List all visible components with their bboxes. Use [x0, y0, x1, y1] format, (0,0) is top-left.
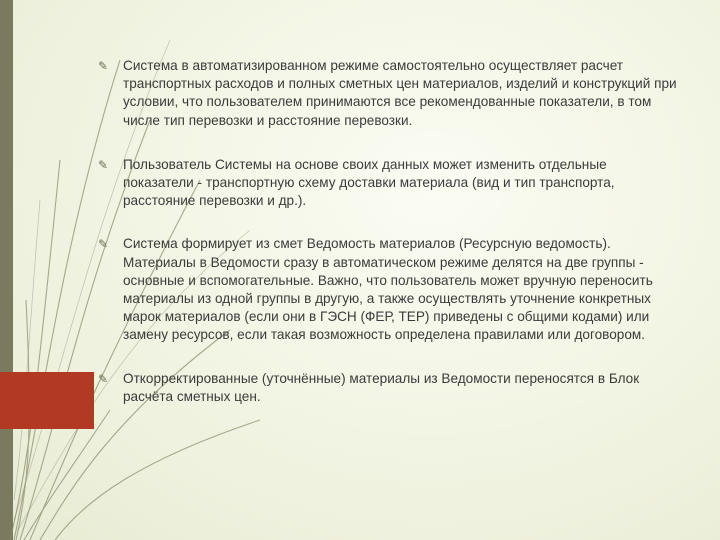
pencil-icon: ✎ — [98, 371, 109, 386]
bullet-text: Система в автоматизированном режиме самостоятельно осуществляет расчет транспортных расходов и полных сметных цен материалов, изделий и конструкций при условии, что пользователем принимаются все рекомендованные показатели, в том числе тип перевозки и расстояние перевозки. — [123, 58, 677, 128]
pencil-icon: ✎ — [98, 157, 109, 172]
bullet-text: Откорректированные (уточнённые) материалы из Ведомости переносятся в Блок расчёта сметных цен. — [123, 370, 640, 404]
left-border-band — [0, 0, 13, 540]
bullet-text: Пользователь Системы на основе своих данных может изменить отдельные показатели - транспортную схему доставки материала (вид и тип транспорта, расстояние перевозки и др.). — [123, 156, 615, 209]
bullet-text: Система формирует из смет Ведомость материалов (Ресурсную ведомость). Материалы в Ведомости сразу в автоматическом режиме делятся на две группы - основные и вспомогательные. Важно, что пользователь может вручную переносить материалы из одной группы в другую, а также осуществлять уточнение конкретных марок материалов (если они в ГЭСН (ФЕР, ТЕР) приведены с общими кодами) или замену ресурсов, если такая возможность определена правилами или договором. — [123, 236, 653, 343]
pencil-icon: ✎ — [98, 237, 109, 252]
bullet-item — [98, 156, 678, 211]
red-accent-tab — [0, 372, 94, 429]
bullet-item — [98, 57, 678, 130]
bullet-list — [98, 57, 678, 406]
bullet-item — [98, 235, 678, 344]
pencil-icon: ✎ — [98, 59, 109, 73]
bullet-item — [98, 370, 678, 406]
